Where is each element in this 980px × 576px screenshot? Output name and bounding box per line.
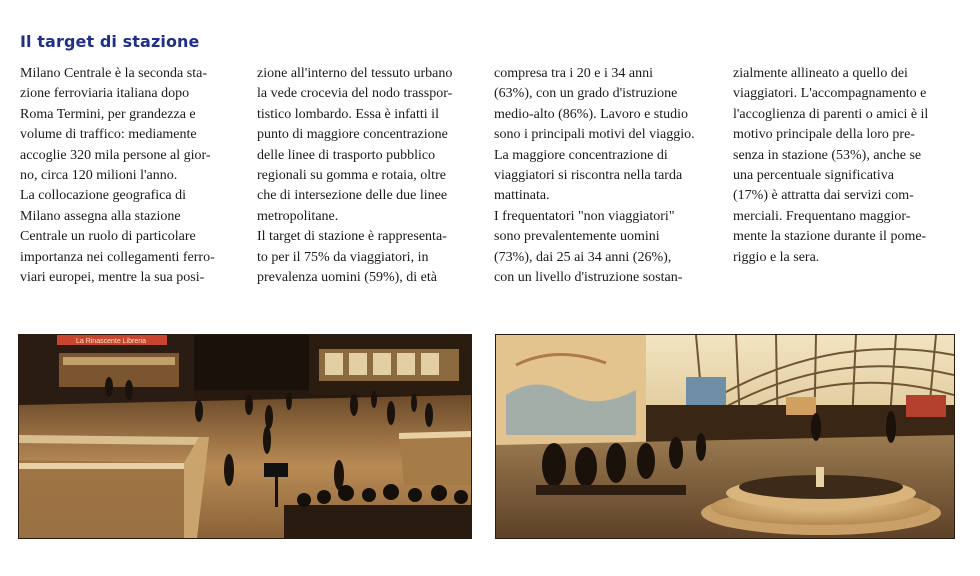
text-column-2: zione all'interno del tessuto urbano la vede crocevia del nodo trasspor- tistico lombardo. Essa è infatti il punto di maggiore concentrazione delle linee di trasporto pubblico regionali su gomma e rotaia, oltre che di intersezione delle due linee metropolitane. Il target di stazione è rappresenta- to per il 75% da viaggiatori, in prevalenza uomini (59%), di età: [257, 66, 453, 286]
text-column-3: compresa tra i 20 e i 34 anni (63%), con un grado d'istruzione medio-alto (86%). Lavoro e studio sono i principali motivi del viaggio. La maggiore concentrazione di viaggiatori si riscontra nella tarda mattinata. I frequentatori "non viaggiatori" sono prevalentemente uomini (73%), dai 25 ai 34 anni (26%), con un livello d'istruzione sostan-: [494, 66, 695, 286]
concourse-illustration: [19, 335, 471, 538]
text-column-1: Milano Centrale è la seconda sta- zione ferroviaria italiana dopo Roma Termini, per grandezza e volume di traffico: mediamente accoglie 320 mila persone al gior- no, circa 120 milioni l'anno. La collocazione geografica di Milano assegna alla stazione Centrale un ruolo di particolare importanza nei collegamenti ferro- viari europei, mentre la sua posi-: [20, 66, 215, 286]
station-gallery-fountain-photo: [495, 334, 955, 539]
text-column-4: zialmente allineato a quello dei viaggiatori. L'accompagnamento e l'accoglienza di parenti o amici è il motivo principale della loro pre- senza in stazione (53%), anche se una percentuale significativa (17%) è attratta dai servizi com- merciali. Frequentano maggior- mente la stazione durante il pome- riggio e la sera.: [733, 66, 929, 265]
shop-sign: La Rinascente Libreria: [75, 338, 147, 345]
gallery-illustration: [496, 335, 954, 538]
article-title: Il target di stazione: [20, 32, 200, 51]
station-concourse-photo: [18, 334, 472, 539]
